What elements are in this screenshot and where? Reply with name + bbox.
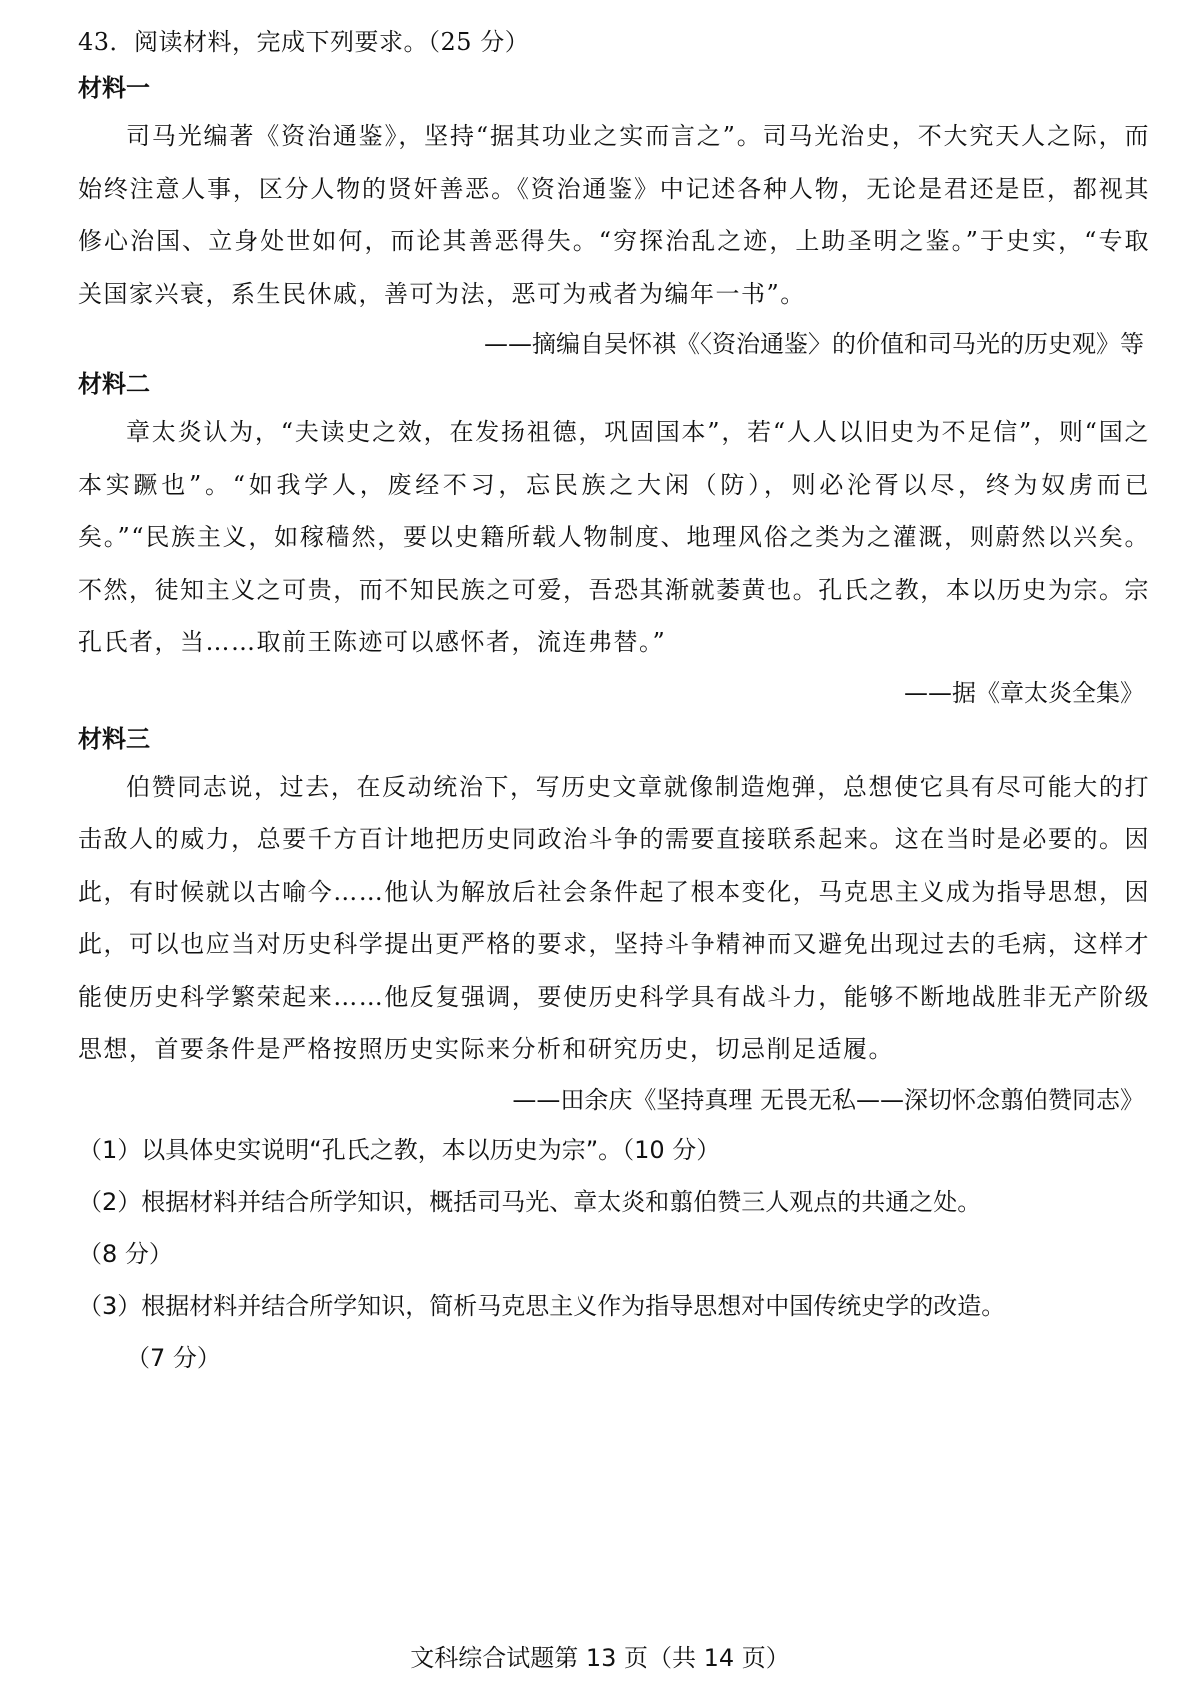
question-title: 43．阅读材料，完成下列要求。（25 分） [78, 28, 530, 56]
sub-question-text: （2）根据材料并结合所学知识，概括司马光、章太炎和翦伯赞三人观点的共通之处。 [78, 1187, 982, 1216]
sub-question-score: （8 分） [78, 1239, 173, 1268]
sub-questions [78, 1124, 1150, 1384]
sub-question-score: （7 分） [126, 1343, 221, 1372]
material-source: ——田余庆《坚持真理 无畏无私——深切怀念翦伯赞同志》 [512, 1085, 1144, 1114]
page-footer: 文科综合试题第 13 页（共 14 页） [410, 1644, 790, 1672]
material-text: 章太炎认为，“夫读史之效，在发扬祖德，巩固国本”，若“人人以旧史为不足信”，则“国之本实蹶也”。“如我学人，废经不习，忘民族之大闲（防），则必沦胥以尽，终为奴虏而已矣。”“民族主义，如稼穑然，要以史籍所载人物制度、地理风俗之类为之灌溉，则蔚然以兴矣。不然，徒知主义之可贵，而不知民族之可爱，吾恐其渐就萎黄也。孔氏之教，本以历史为宗。宗孔氏者，当……取前王陈迹可以感怀者，流连弗替。” [78, 418, 1150, 656]
material-source: ——据《章太炎全集》 [904, 678, 1144, 707]
material-text: 伯赞同志说，过去，在反动统治下，写历史文章就像制造炮弹，总想使它具有尽可能大的打击敌人的威力，总要千方百计地把历史同政治斗争的需要直接联系起来。这在当时是必要的。因此，有时候就以古喻今……他认为解放后社会条件起了根本变化，马克思主义成为指导思想，因此，可以也应当对历史科学提出更严格的要求，坚持斗争精神而又避免出现过去的毛病，这样才能使历史科学繁荣起来……他反复强调，要使历史科学具有战斗力，能够不断地战胜非无产阶级思想，首要条件是严格按照历史实际来分析和研究历史，切忌削足适履。 [78, 772, 1150, 1063]
sub-question-1 [78, 1124, 1150, 1176]
sub-question-2 [78, 1176, 1150, 1280]
sub-question-text: （1）以具体史实说明“孔氏之教，本以历史为宗”。（10 分） [78, 1135, 721, 1164]
material-text: 司马光编著《资治通鉴》，坚持“据其功业之实而言之”。司马光治史，不大究天人之际，而始终注意人事，区分人物的贤奸善恶。《资治通鉴》中记述各种人物，无论是君还是臣，都视其修心治国、立身处世如何，而论其善恶得失。“穷探治乱之迹，上助圣明之鉴。”于史实，“专取关国家兴衰，系生民休戚，善可为法，恶可为戒者为编年一书”。 [78, 122, 1150, 308]
sub-question-3 [78, 1280, 1150, 1384]
material-1 [78, 68, 1150, 368]
material-2 [78, 364, 1150, 717]
material-source: ——摘编自吴怀祺《〈资治通鉴〉的价值和司马光的历史观》等 [484, 330, 1144, 358]
exam-page [78, 22, 1150, 1384]
material-3 [78, 719, 1150, 1124]
material-heading: 材料一 [78, 74, 150, 102]
sub-question-text: （3）根据材料并结合所学知识，简析马克思主义作为指导思想对中国传统史学的改造。 [78, 1291, 1006, 1320]
material-heading: 材料二 [78, 370, 150, 398]
material-heading: 材料三 [78, 724, 150, 753]
